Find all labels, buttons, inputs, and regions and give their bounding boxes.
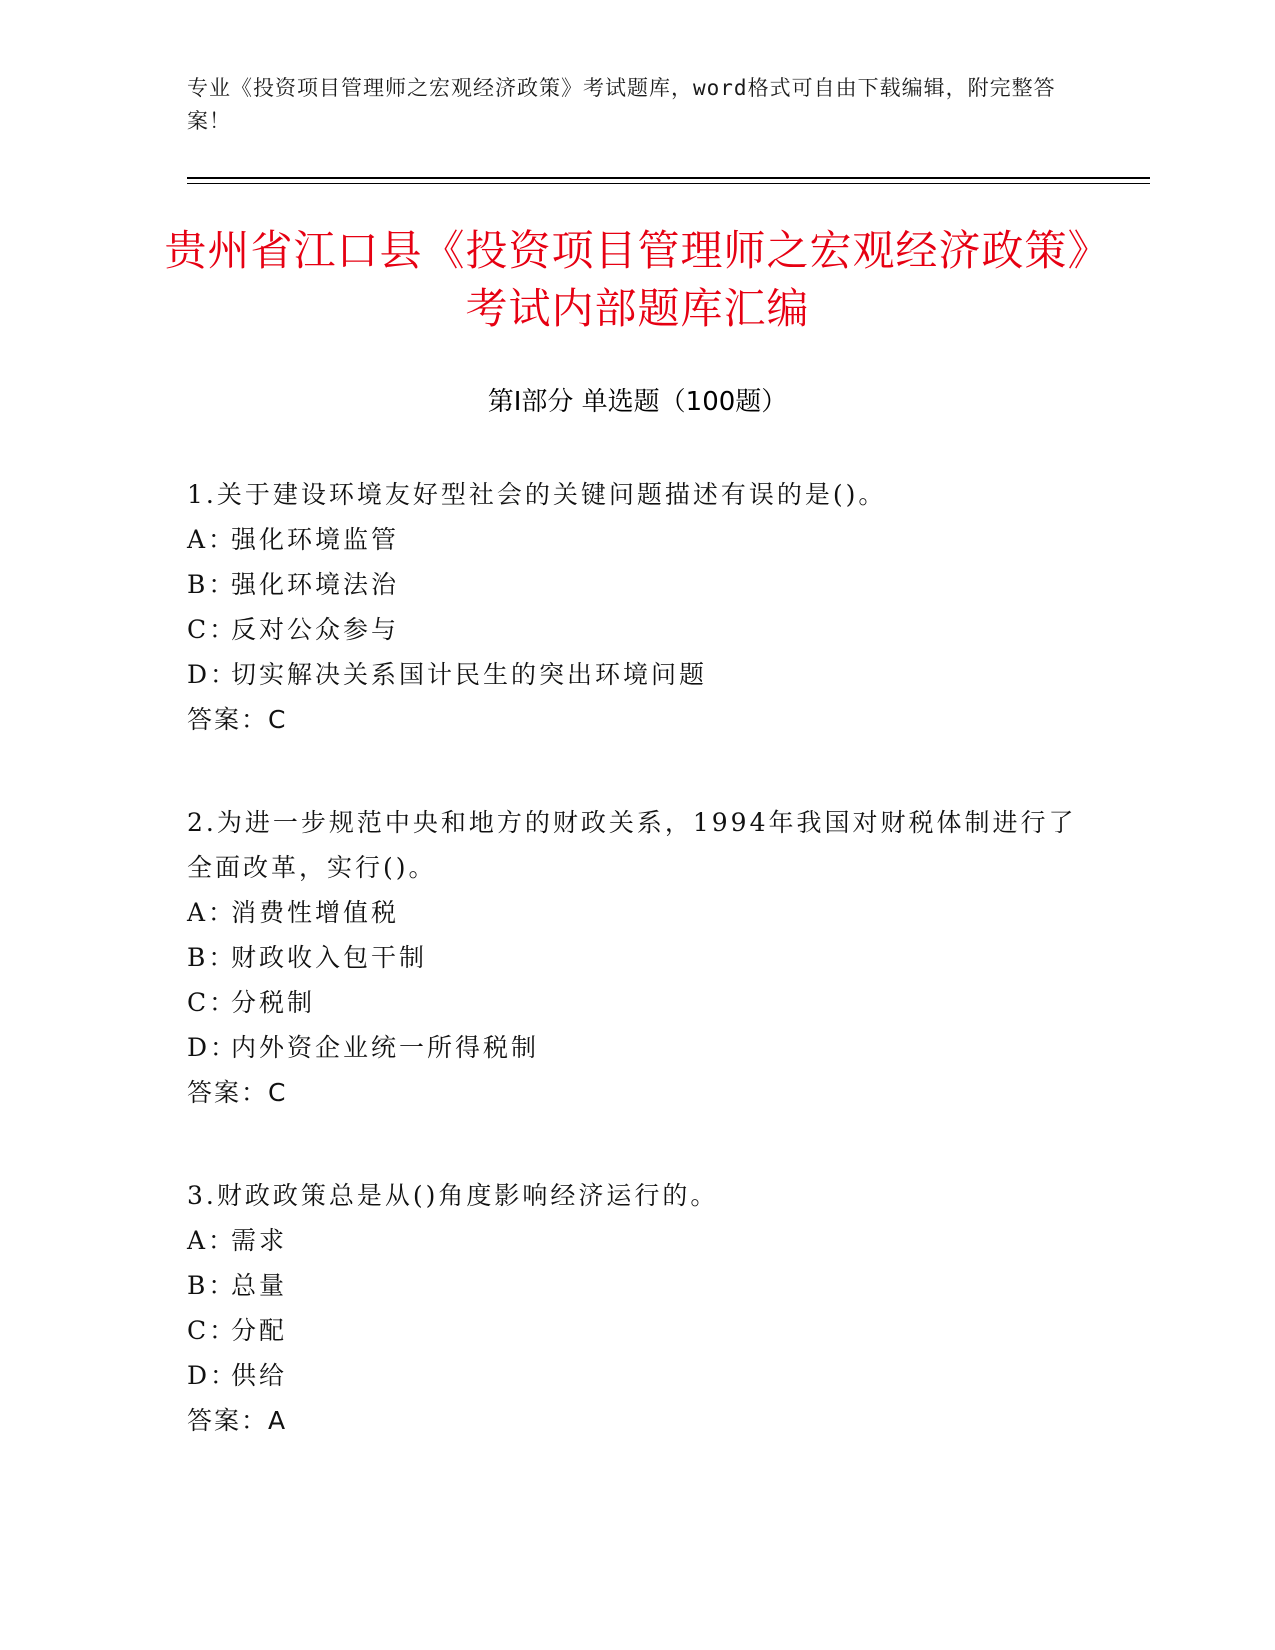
- option-text: 分配: [231, 1316, 288, 1345]
- option-text: 强化环境监管: [231, 525, 400, 554]
- question-3: [187, 1173, 1087, 1443]
- answer: 答案：C: [187, 705, 288, 734]
- section-title: 第Ⅰ部分 单选题（100题）: [487, 387, 788, 417]
- question-list: [187, 472, 1087, 1501]
- option-a: [187, 890, 1087, 935]
- option-b: [187, 562, 1087, 607]
- option-c: [187, 980, 1087, 1025]
- option-text: 消费性增值税: [231, 898, 400, 927]
- header-rule-thick: [187, 177, 1150, 179]
- option-text: 供给: [231, 1361, 288, 1390]
- option-key: D：: [187, 1361, 239, 1390]
- option-text: 财政收入包干制: [231, 943, 428, 972]
- option-c: [187, 607, 1087, 652]
- answer: 答案：A: [187, 1406, 288, 1435]
- option-key: C：: [187, 1316, 238, 1345]
- option-text: 反对公众参与: [231, 615, 400, 644]
- option-d: [187, 1353, 1087, 1398]
- option-b: [187, 935, 1087, 980]
- question-stem: 1.关于建设环境友好型社会的关键问题描述有误的是()。: [187, 480, 887, 509]
- option-text: 强化环境法治: [231, 570, 400, 599]
- option-key: B：: [187, 943, 237, 972]
- question-2: [187, 800, 1087, 1115]
- option-text: 分税制: [231, 988, 316, 1017]
- question-1: [187, 472, 1087, 742]
- option-c: [187, 1308, 1087, 1353]
- header-rule-thin: [187, 183, 1150, 184]
- question-stem: 2.为进一步规范中央和地方的财政关系，1994年我国对财税体制进行了全面改革，实行()。: [187, 808, 1077, 882]
- option-key: A：: [187, 1226, 237, 1255]
- option-key: A：: [187, 525, 237, 554]
- option-d: [187, 1025, 1087, 1070]
- option-key: A：: [187, 898, 237, 927]
- option-d: [187, 652, 1087, 697]
- option-text: 总量: [231, 1271, 288, 1300]
- answer: 答案：C: [187, 1078, 288, 1107]
- option-a: [187, 517, 1087, 562]
- question-stem: 3.财政政策总是从()角度影响经济运行的。: [187, 1181, 719, 1210]
- option-text: 内外资企业统一所得税制: [231, 1033, 540, 1062]
- option-b: [187, 1263, 1087, 1308]
- option-text: 切实解决关系国计民生的突出环境问题: [231, 660, 708, 689]
- option-key: B：: [187, 570, 237, 599]
- option-key: D：: [187, 1033, 239, 1062]
- option-key: C：: [187, 615, 238, 644]
- option-key: C：: [187, 988, 238, 1017]
- option-key: B：: [187, 1271, 237, 1300]
- option-key: D：: [187, 660, 239, 689]
- document-title: 贵州省江口县《投资项目管理师之宏观经济政策》考试内部题库汇编: [164, 226, 1111, 333]
- option-a: [187, 1218, 1087, 1263]
- option-text: 需求: [231, 1226, 288, 1255]
- header-note: 专业《投资项目管理师之宏观经济政策》考试题库，word格式可自由下载编辑，附完整答案！: [187, 76, 1056, 133]
